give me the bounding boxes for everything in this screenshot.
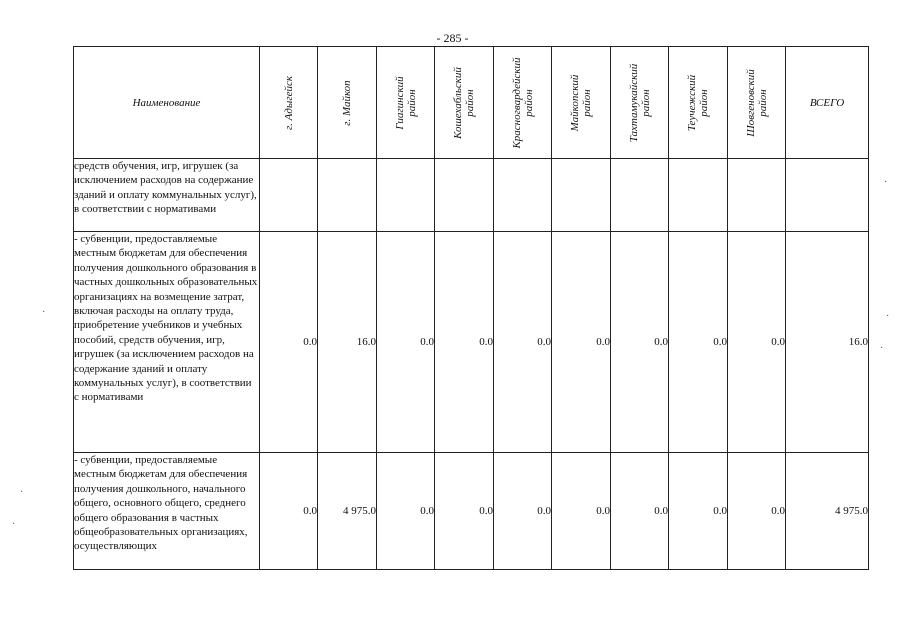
value-cell xyxy=(435,159,494,232)
value-cell: 0.0 xyxy=(260,232,318,453)
value-cell: 0.0 xyxy=(552,453,611,570)
table-row xyxy=(74,232,869,453)
scan-speck: · xyxy=(12,519,16,530)
value-cell: 0.0 xyxy=(377,453,435,570)
value-cell xyxy=(377,159,435,232)
column-header-giaginsky: Гиагинский район xyxy=(377,47,435,159)
value-cell: 0.0 xyxy=(494,232,552,453)
column-header-maykopsky: Майкопский район xyxy=(552,47,611,159)
column-header-takhtamukaysky: Тахтамукайский район xyxy=(611,47,669,159)
total-column-header: ВСЕГО xyxy=(786,47,869,159)
value-cell: 0.0 xyxy=(435,232,494,453)
value-cell: 0.0 xyxy=(494,453,552,570)
value-cell: 0.0 xyxy=(611,232,669,453)
value-cell: 0.0 xyxy=(728,453,786,570)
value-cell: 0.0 xyxy=(377,232,435,453)
total-cell xyxy=(786,159,869,232)
scan-speck: · xyxy=(884,177,888,188)
column-header-krasnogvardeysky: Красногвардейский район xyxy=(494,47,552,159)
value-cell: 0.0 xyxy=(260,453,318,570)
table-row xyxy=(74,453,869,570)
value-cell: 0.0 xyxy=(435,453,494,570)
scan-speck: · xyxy=(880,343,884,354)
scan-speck: · xyxy=(886,311,890,322)
value-cell xyxy=(728,159,786,232)
header-row xyxy=(74,47,869,159)
value-cell: 4 975.0 xyxy=(318,453,377,570)
name-column-header: Наименование xyxy=(74,47,260,159)
value-cell xyxy=(260,159,318,232)
value-cell: 0.0 xyxy=(669,232,728,453)
value-cell xyxy=(552,159,611,232)
page-number: - 285 - xyxy=(436,31,469,45)
value-cell: 0.0 xyxy=(611,453,669,570)
column-header-adygeysk: г. Адыгейск xyxy=(260,47,318,159)
column-header-koshekhablsky: Кошехабльский район xyxy=(435,47,494,159)
total-cell: 16.0 xyxy=(786,232,869,453)
column-header-teuchezhsky: Теучежский район xyxy=(669,47,728,159)
row-name-cell: - субвенции, предоставляемые местным бюджетам для обеспечения получения дошкольного образования в частных дошкольных образовательных организациях на возмещение затрат, включая расходы на оплату труда, приобретение учебников и учебных пособий, средств обучения, игр, игрушек (за исключением расходов на содержание зданий и оплату коммунальных услуг), в соответствии с нормативами xyxy=(74,232,260,453)
row-name-cell: - субвенции, предоставляемые местным бюджетам для обеспечения получения дошкольного, начального общего, основного общего, среднего общего образования в частных общеобразовательных организациях, осуществляющих xyxy=(74,453,260,570)
total-cell: 4 975.0 xyxy=(786,453,869,570)
column-header-maykop-city: г. Майкоп xyxy=(318,47,377,159)
value-cell: 0.0 xyxy=(552,232,611,453)
table-row xyxy=(74,159,869,232)
scan-speck: · xyxy=(20,487,24,498)
budget-table xyxy=(73,46,869,570)
value-cell xyxy=(318,159,377,232)
value-cell: 0.0 xyxy=(728,232,786,453)
value-cell: 16.0 xyxy=(318,232,377,453)
column-header-shovgenovsky: Шовгеновский район xyxy=(728,47,786,159)
value-cell xyxy=(669,159,728,232)
value-cell xyxy=(611,159,669,232)
row-name-cell: средств обучения, игр, игрушек (за исключением расходов на содержание зданий и оплату коммунальных услуг), в соответствии с нормативами xyxy=(74,159,260,232)
value-cell: 0.0 xyxy=(669,453,728,570)
value-cell xyxy=(494,159,552,232)
scan-speck: · xyxy=(42,307,46,318)
